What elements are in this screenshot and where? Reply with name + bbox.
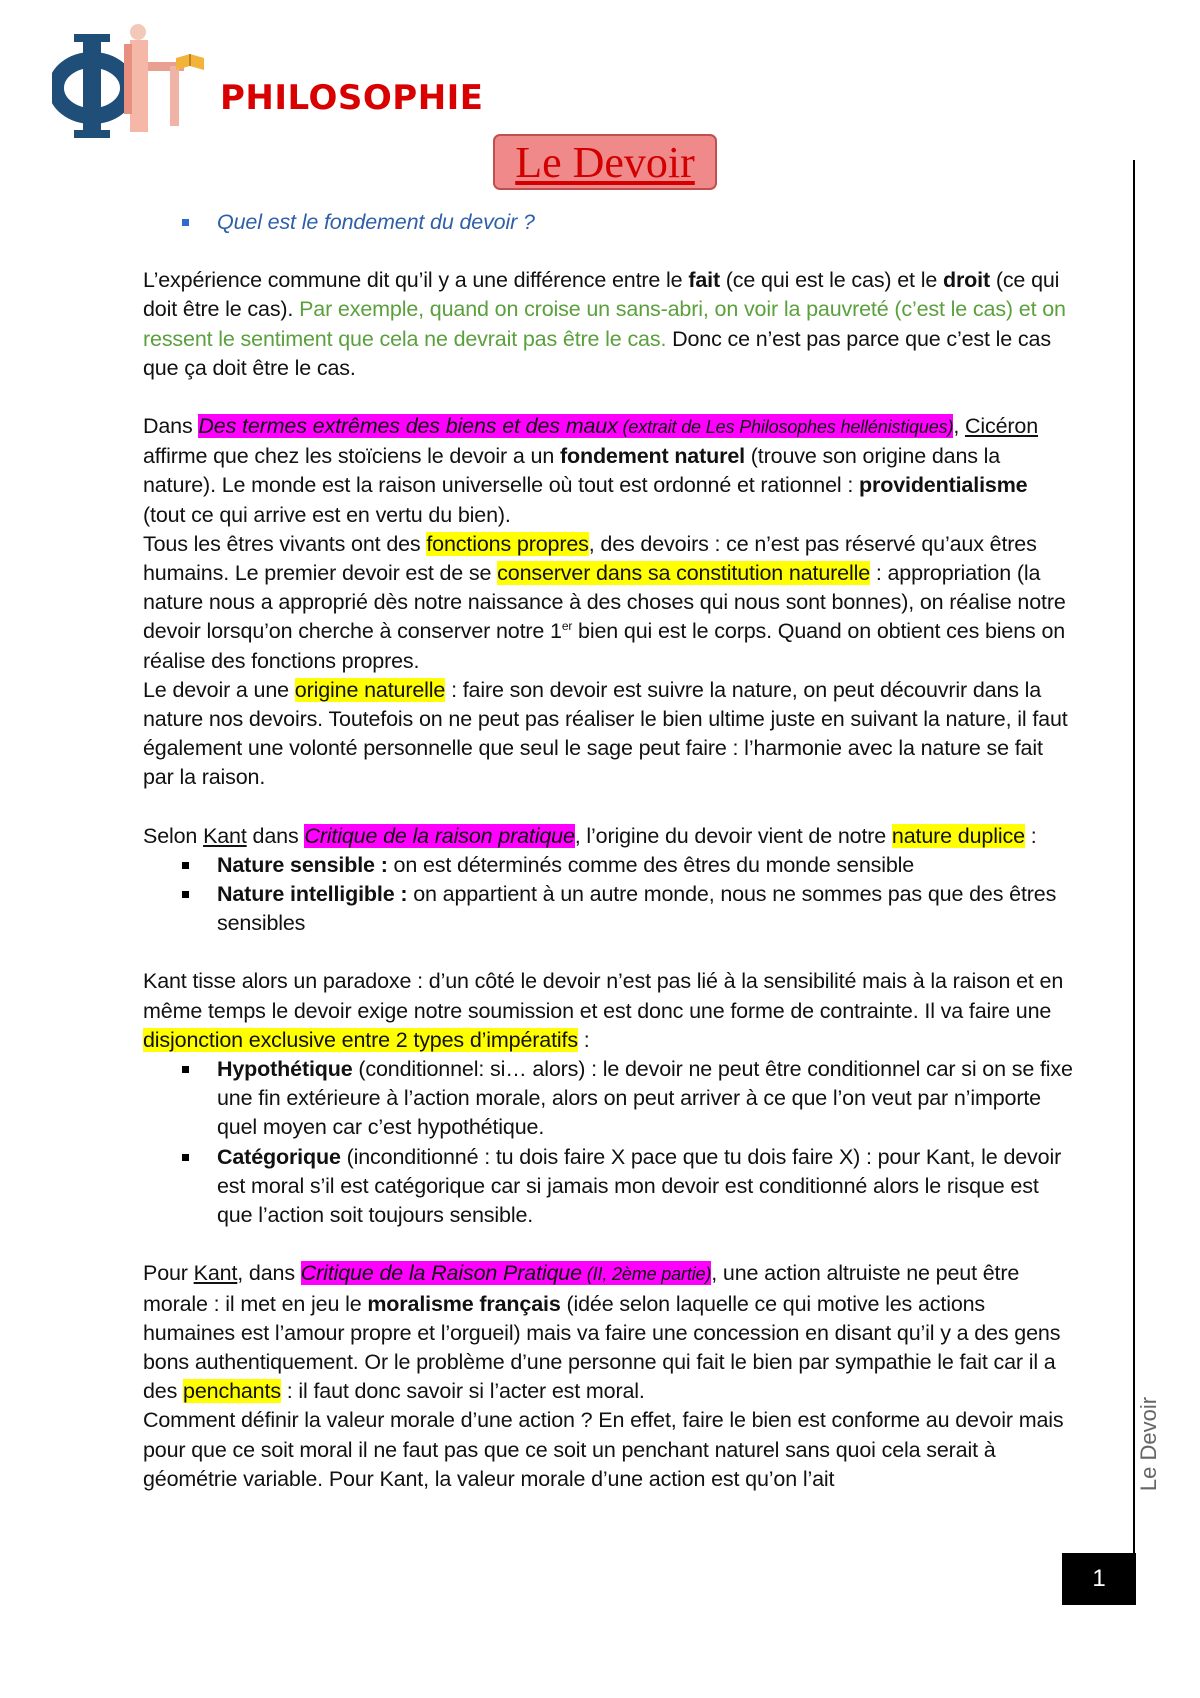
highlight-keyword: fonctions propres [426, 531, 589, 556]
paragraph-fonctions-propres: Tous les êtres vivants ont des fonctions propres, des devoirs : ce n’est pas réservé qu’aux êtres humains. Le premier devoir est de se conserver dans sa constitution naturelle : appropriation (la nature nous a approprié dès notre naissance à des choses qui nous sont bonnes), on réalise notre devoir lorsqu’on cherche à conserver notre 1er bien qui est le corps. Quand on obtient ces biens on réalise des fonctions propres. [143, 531, 1066, 673]
highlight-work-title: Des termes extrêmes des biens et des maux (extrait de Les Philosophes hellénistiques) [198, 414, 954, 439]
paragraph-fait-droit: L’expérience commune dit qu’il y a une différence entre le fait (ce qui est le cas) et le droit (ce qui doit être le cas). Par exemple, quand on croise un sans-abri, on voir la pauvreté (c’est le cas) et on ressent le sentiment que cela ne devrait pas être le cas. Donc ce n’est pas parce que c’est le cas que ça doit être le cas. [143, 268, 1066, 380]
paragraph-kant-nature: Selon Kant dans Critique de la raison pratique, l’origine du devoir vient de notre nature duplice : [143, 823, 1037, 848]
author-name: Kant [203, 823, 247, 848]
highlight-work-title: Critique de la raison pratique [304, 823, 575, 848]
highlight-keyword: penchants [183, 1379, 281, 1404]
example-text: Par exemple, quand on croise un sans-abri, on voir la pauvreté (c’est le cas) et on ressent le sentiment que cela ne devrait pas être le cas. [143, 297, 1066, 351]
paragraph-ciceron: Dans Des termes extrêmes des biens et des maux (extrait de Les Philosophes hellénistiques), Cicéron affirme que chez les stoïciens le devoir a un fondement naturel (trouve son origine dans la nature). Le monde est la raison universelle où tout est ordonné et rationnel : providentialisme (tout ce qui arrive est en vertu du bien). [143, 414, 1039, 527]
bullet-list-natures [143, 851, 1073, 939]
section-question: Quel est le fondement du devoir ? [143, 208, 1073, 237]
page-title: Le Devoir [515, 137, 695, 187]
document-body [143, 208, 1073, 1494]
title-box [493, 134, 717, 190]
side-rule [1133, 160, 1135, 1555]
highlight-keyword: disjonction exclusive entre 2 types d’impératifs [143, 1027, 578, 1052]
brand-name: PHILOSOPHIE [220, 78, 484, 118]
highlight-keyword: conserver dans sa constitution naturelle [497, 561, 871, 586]
highlight-keyword: origine naturelle [294, 677, 446, 702]
philosophy-logo-icon [52, 22, 212, 140]
highlight-keyword: nature duplice [891, 823, 1025, 848]
paragraph-altruisme: Pour Kant, dans Critique de la Raison Pratique (II, 2ème partie), une action altruiste ne peut être morale : il met en jeu le moralisme français (idée selon laquelle ce qui motive les actions humaines est l’amour propre et l’orgueil) mais va faire une concession en disant qu’il y a des gens bons authentiquement. Or le problème d’une personne qui fait le bien par sympathie le fait car il a des penchants : il faut donc savoir si l’acter est moral. [143, 1261, 1061, 1404]
list-item: Catégorique (inconditionné : tu dois faire X pace que tu dois faire X) : pour Kant, le devoir est moral s’il est catégorique car si jamais mon devoir est conditionné alors le risque est que l’action soit toujours sensible. [143, 1143, 1073, 1231]
side-running-title: Le Devoir [1136, 1396, 1161, 1492]
page-number: 1 [1062, 1553, 1136, 1605]
list-item: Nature sensible : on est déterminés comme des êtres du monde sensible [143, 851, 1073, 880]
paragraph-origine-naturelle: Le devoir a une origine naturelle : faire son devoir est suivre la nature, on peut découvrir dans la nature nos devoirs. Toutefois on ne peut pas réaliser le bien ultime juste en suivant la nature, il faut également une volonté personnelle que seul le sage peut faire : l’harmonie avec la nature se fait par la raison. [143, 677, 1068, 790]
bullet-list-imperatifs [143, 1055, 1073, 1230]
list-item: Nature intelligible : on appartient à un autre monde, nous ne sommes pas que des êtres sensibles [143, 880, 1073, 938]
list-item: Hypothétique (conditionnel: si… alors) : le devoir ne peut être conditionnel car si on se fixe une fin extérieure à l’action morale, alors on peut arriver à ce que l’on veut par n’importe quel moyen car c’est hypothétique. [143, 1055, 1073, 1143]
highlight-work-title: Critique de la Raison Pratique (II, 2ème partie) [300, 1261, 712, 1286]
paragraph-valeur-morale: Comment définir la valeur morale d’une action ? En effet, faire le bien est conforme au devoir mais pour que ce soit moral il ne faut pas que ce soit un penchant naturel sans quoi cela serait à géométrie variable. Pour Kant, la valeur morale d’une action est qu’on l’ait [143, 1408, 1064, 1491]
author-name: Cicéron [964, 414, 1039, 439]
paragraph-paradoxe: Kant tisse alors un paradoxe : d’un côté le devoir n’est pas lié à la sensibilité mais à la raison et en même temps le devoir exige notre soumission et est donc une forme de contrainte. Il va faire une disjonction exclusive entre 2 types d’impératifs : [143, 969, 1064, 1052]
author-name: Kant [193, 1261, 238, 1286]
